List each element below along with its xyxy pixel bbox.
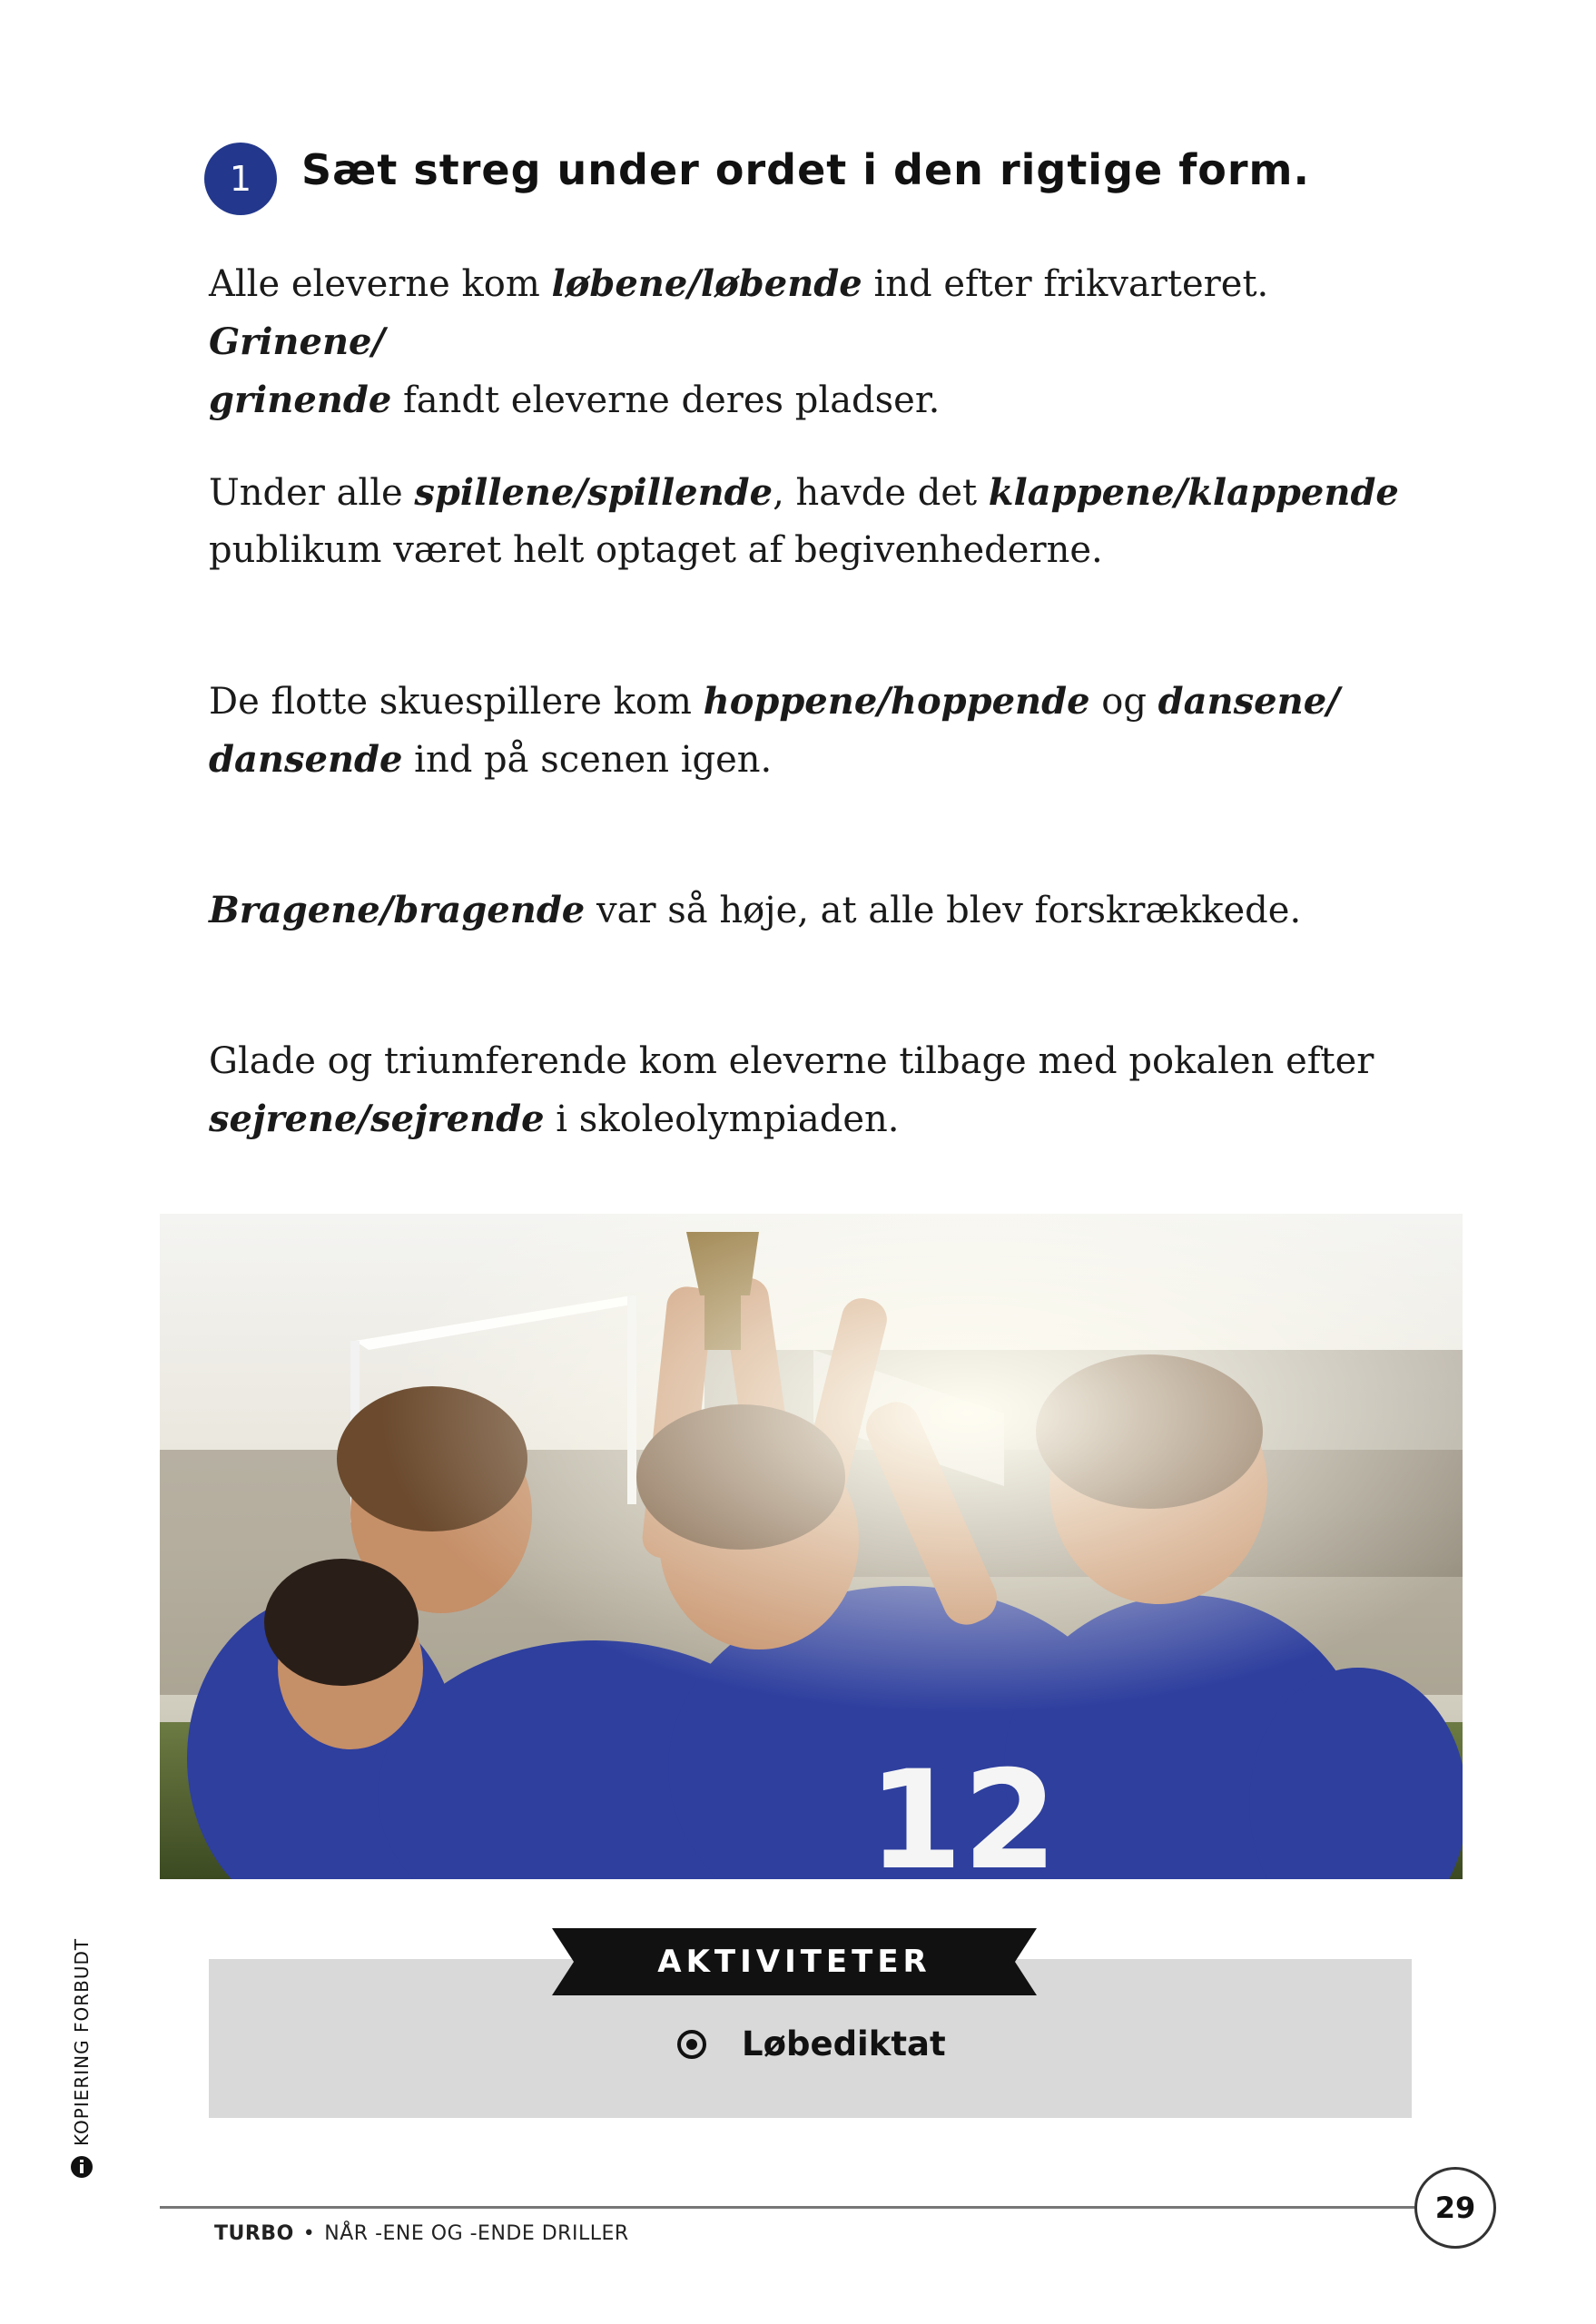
sentence-text: fandt eleverne deres pladser.	[391, 379, 941, 421]
word-choice[interactable]: Grinene/	[209, 320, 386, 363]
exercise-title: Sæt streg under ordet i den rigtige form.	[301, 145, 1310, 194]
sentence-text: ind efter frikvarteret.	[862, 263, 1269, 305]
sentence-text: og	[1089, 681, 1158, 723]
footer-text	[214, 2222, 629, 2245]
sentence-2	[209, 464, 1416, 579]
activities-banner	[552, 1928, 1037, 1995]
sentence-text: i skoleolympiaden.	[544, 1098, 900, 1140]
word-choice[interactable]: dansende	[209, 738, 403, 781]
sentence-5	[209, 1033, 1416, 1148]
sentence-text: ind på scenen igen.	[402, 739, 773, 781]
sentence-text: Glade og triumferende kom eleverne tilbage med pokalen efter	[209, 1040, 1374, 1082]
sentence-text: var så høje, at alle blev forskrækkede.	[585, 890, 1302, 931]
jersey-number: 12	[868, 1742, 1058, 1879]
word-choice[interactable]: sejrene/sejrende	[209, 1098, 545, 1140]
footer-subtitle: NÅR -ENE OG -ENDE DRILLER	[324, 2222, 629, 2245]
word-choice[interactable]: spillene/spillende	[414, 471, 773, 514]
page-number: 29	[1414, 2167, 1496, 2249]
footer-brand: TURBO	[214, 2222, 294, 2245]
word-choice[interactable]: grinende	[209, 379, 392, 421]
sentence-text: Alle eleverne kom	[209, 263, 552, 305]
word-choice[interactable]: Bragene/bragende	[209, 889, 586, 931]
word-choice[interactable]: klappene/klappende	[988, 471, 1399, 514]
sentence-4	[209, 881, 1416, 940]
activity-label: Løbediktat	[742, 2024, 946, 2063]
team-celebration-photo	[160, 1214, 1463, 1879]
sentence-1	[209, 255, 1416, 429]
info-icon	[70, 2155, 94, 2179]
sentence-text: Under alle	[209, 472, 415, 514]
copy-notice	[59, 1934, 104, 2179]
word-choice[interactable]: hoppene/hoppende	[703, 680, 1090, 723]
word-choice[interactable]: løbene/løbende	[551, 262, 862, 305]
sentence-text: De flotte skuespillere kom	[209, 681, 704, 723]
activity-item[interactable]	[676, 2024, 946, 2063]
copy-notice-text: KOPIERING FORBUDT	[71, 1937, 93, 2146]
activities-heading: AKTIVITETER	[657, 1944, 931, 1980]
target-icon	[676, 2029, 707, 2060]
footer-separator: •	[302, 2222, 316, 2245]
sentence-3	[209, 673, 1416, 789]
sentence-text: , havde det	[773, 472, 989, 514]
sentence-text: publikum været helt optaget af begivenhederne.	[209, 529, 1103, 571]
footer-rule	[160, 2206, 1414, 2209]
exercise-number-badge: 1	[204, 143, 277, 215]
word-choice[interactable]: dansene/	[1158, 680, 1340, 723]
